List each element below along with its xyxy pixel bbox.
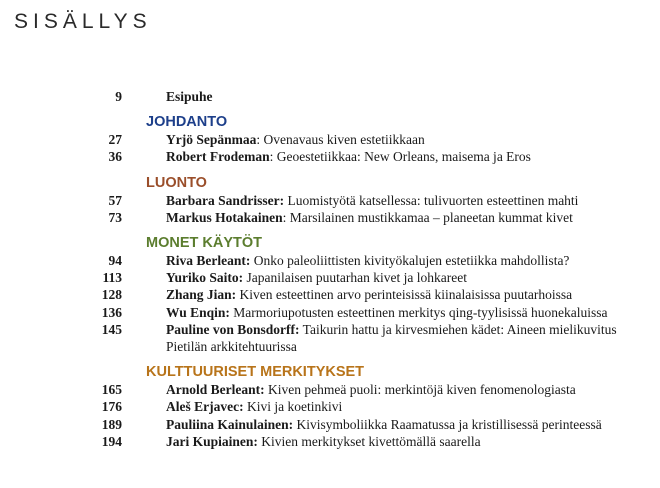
toc-sections <box>0 113 660 450</box>
entry-title: Marsilainen mustikkamaa – planeetan kummat kivet <box>289 209 573 225</box>
page-number: 9 <box>115 89 122 104</box>
toc-entry <box>0 381 660 398</box>
entry-author: Barbara Sandrisser: <box>166 192 285 208</box>
page-number: 165 <box>101 382 122 398</box>
entry-text <box>166 304 646 321</box>
section-heading: KULTTUURISET MERKITYKSET <box>146 364 365 381</box>
entry-text <box>166 381 646 398</box>
toc-entry <box>0 433 660 450</box>
page-number: 94 <box>108 253 122 269</box>
entry-author: Markus Hotakainen <box>166 209 283 225</box>
entry-title: Japanilaisen puutarhan kivet ja lohkareet <box>246 270 467 286</box>
page-number: 194 <box>101 433 122 449</box>
page-number: 36 <box>108 149 122 165</box>
toc-entry <box>0 304 660 321</box>
page-number: 176 <box>101 399 122 415</box>
entry-text <box>166 131 646 148</box>
entry-author: Wu Enqin: <box>166 304 230 320</box>
entry-author: Zhang Jian: <box>166 287 237 303</box>
toc-entry <box>0 131 660 148</box>
entry-text <box>166 192 646 209</box>
section-heading: MONET KÄYTÖT <box>146 235 262 252</box>
entry-title: Esipuhe <box>166 89 213 104</box>
page-number: 57 <box>108 192 122 208</box>
entry-text <box>166 416 646 433</box>
entry-title: Luomistyötä katsellessa: tulivuorten esteettinen mahti <box>287 192 579 208</box>
entry-title: Geoestetiikkaa: New Orleans, maisema ja Eros <box>276 149 531 165</box>
page-number: 145 <box>101 321 122 337</box>
entry-author: Yuriko Saito: <box>166 270 244 286</box>
toc-entry <box>0 286 660 303</box>
page-number: 189 <box>101 416 122 432</box>
entry-title: Onko paleoliittisten kivityökalujen estetiikka mahdollista? <box>253 253 570 269</box>
entry-text <box>166 209 646 226</box>
page-title: SISÄLLYS <box>14 10 152 33</box>
toc-entry <box>0 416 660 433</box>
entry-text <box>166 148 646 165</box>
entry-author: Aleš Erjavec: <box>166 399 244 415</box>
entry-text <box>166 269 646 286</box>
entry-title: Ovenavaus kiven estetiikkaan <box>263 132 425 148</box>
toc-entry <box>0 252 660 269</box>
entry-author: Pauliina Kainulainen: <box>166 416 294 432</box>
entry-author: Jari Kupiainen: <box>166 433 258 449</box>
entry-title: Marmoriupotusten esteettinen merkitys qing-tyylisissä huonekaluissa <box>233 304 608 320</box>
entry-author: Arnold Berleant: <box>166 382 265 398</box>
page-number: 128 <box>101 287 122 303</box>
toc-entry-preface <box>0 88 660 105</box>
page-number: 136 <box>101 304 122 320</box>
section-heading: JOHDANTO <box>146 114 228 131</box>
entry-separator: : <box>282 209 290 225</box>
page-number: 27 <box>108 132 122 148</box>
entry-text <box>166 252 646 269</box>
entry-author: Robert Frodeman <box>166 149 270 165</box>
entry-title: Taikurin hattu ja kirvesmiehen kädet: Aineen mielikuvitus Pietilän arkkitehtuurissa <box>166 321 617 355</box>
entry-title: Kiven pehmeä puoli: merkintöjä kiven fenomenologiasta <box>268 382 576 398</box>
toc-entry <box>0 192 660 209</box>
entry-title: Kivi ja koetinkivi <box>246 399 343 415</box>
entry-separator: : <box>256 132 264 148</box>
toc-entry <box>0 148 660 165</box>
entry-separator: : <box>269 149 277 165</box>
entry-text <box>166 433 646 450</box>
entry-text <box>166 321 646 355</box>
entry-text <box>166 286 646 303</box>
entry-title: Kivien merkitykset kivettömällä saarella <box>261 433 481 449</box>
toc-entry <box>0 269 660 286</box>
page-number: 73 <box>108 209 122 225</box>
section-heading: LUONTO <box>146 174 207 191</box>
entry-title: Kiven esteettinen arvo perinteisissä kiinalaisissa puutarhoissa <box>239 287 573 303</box>
entry-author: Riva Berleant: <box>166 253 251 269</box>
toc-entry <box>0 209 660 226</box>
table-of-contents <box>0 88 660 450</box>
toc-entry <box>0 398 660 415</box>
entry-text <box>166 398 646 415</box>
page-number: 113 <box>102 270 122 286</box>
entry-author: Pauline von Bonsdorff: <box>166 321 300 337</box>
entry-title: Kivisymboliikka Raamatussa ja kristillisessä perinteessä <box>296 416 602 432</box>
entry-author: Yrjö Sepänmaa <box>166 132 257 148</box>
toc-entry <box>0 321 660 355</box>
